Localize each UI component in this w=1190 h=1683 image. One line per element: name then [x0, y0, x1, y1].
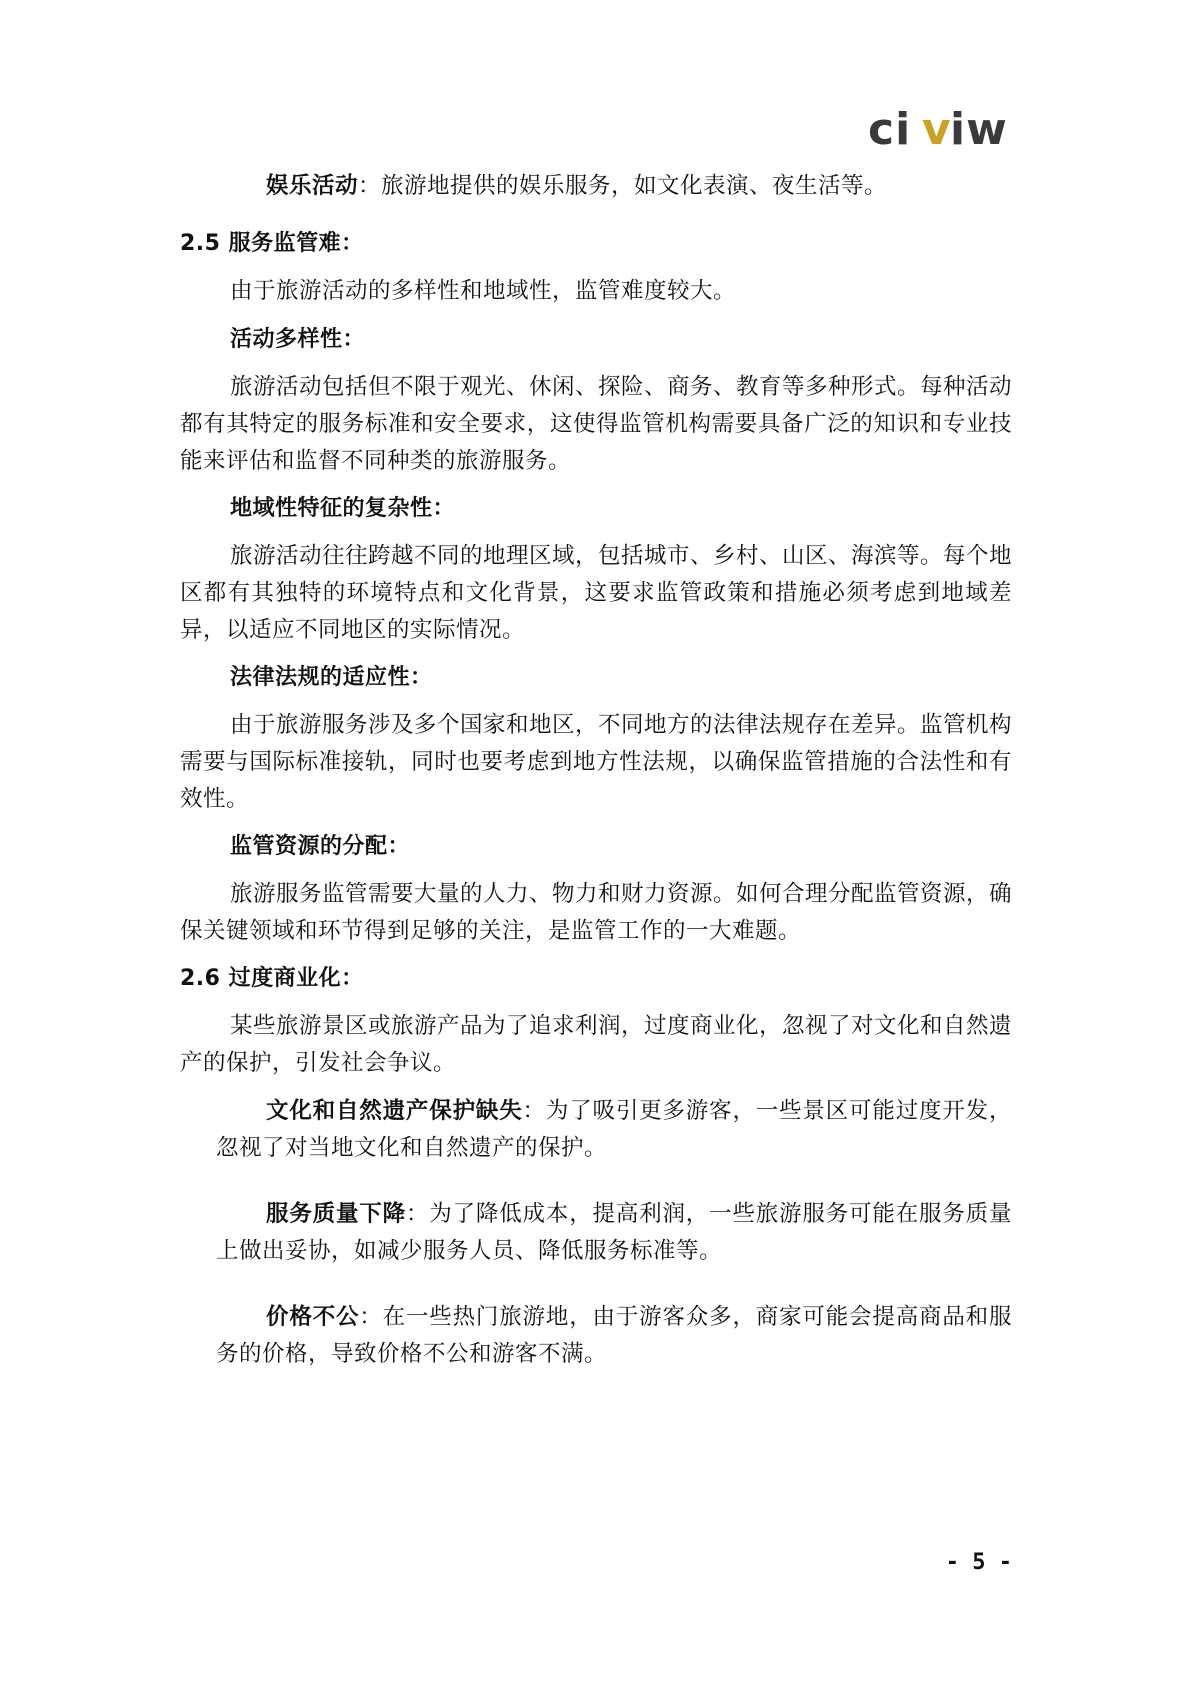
- term-unfair-pricing: 价格不公: [266, 1304, 360, 1330]
- subheading-legal-adaptability: 法律法规的适应性：: [230, 665, 433, 690]
- section-heading-2-5: 2.5 服务监管难：: [180, 231, 364, 256]
- sep: ：: [359, 1304, 383, 1330]
- term-entertainment: 娱乐活动: [266, 173, 359, 199]
- paragraph-resource-allocation: 旅游服务监管需要大量的人力、物力和财力资源。如何合理分配监管资源，确保关键领域和环节得到足够的关注，是监管工作的一大难题。: [180, 881, 1013, 944]
- text-heritage-protection: 为了吸引更多游客，一些景区可能过度开发，忽视了对当地文化和自然遗产的保护。: [216, 1098, 1012, 1161]
- paragraph-supervision-intro: 由于旅游活动的多样性和地域性，监管难度较大。: [230, 278, 737, 304]
- text-service-quality: 为了降低成本，提高利润，一些旅游服务可能在服务质量上做出妥协，如减少服务人员、降低服务标准等。: [216, 1201, 1012, 1264]
- text-entertainment: 旅游地提供的娱乐服务，如文化表演、夜生活等。: [381, 173, 888, 199]
- sep: ：: [358, 173, 382, 199]
- paragraph-service-quality: [216, 1196, 1012, 1270]
- paragraph-over-commercialization: 某些旅游景区或旅游产品为了追求利润，过度商业化，忽视了对文化和自然遗产的保护，引发社会争议。: [180, 1013, 1013, 1076]
- subheading-activity-diversity: 活动多样性：: [230, 327, 366, 352]
- term-service-quality: 服务质量下降: [266, 1201, 406, 1227]
- svg-text:ci: ci: [868, 108, 912, 152]
- term-heritage-protection: 文化和自然遗产保护缺失: [266, 1098, 523, 1124]
- sep: ：: [522, 1098, 546, 1124]
- paragraph-activity-diversity: 旅游活动包括但不限于观光、休闲、探险、商务、教育等多种形式。每种活动都有其特定的服务标准和安全要求，这使得监管机构需要具备广泛的知识和专业技能来评估和监督不同种类的旅游服务。: [180, 374, 1013, 474]
- paragraph-entertainment: [216, 168, 1012, 205]
- paragraph-regional-complexity: 旅游活动往往跨越不同的地理区域，包括城市、乡村、山区、海滨等。每个地区都有其独特的环境特点和文化背景，这要求监管政策和措施必须考虑到地域差异，以适应不同地区的实际情况。: [180, 543, 1013, 643]
- paragraph-legal-adaptability: 由于旅游服务涉及多个国家和地区，不同地方的法律法规存在差异。监管机构需要与国际标准接轨，同时也要考虑到地方性法规，以确保监管措施的合法性和有效性。: [180, 712, 1013, 812]
- text-unfair-pricing: 在一些热门旅游地，由于游客众多，商家可能会提高商品和服务的价格，导致价格不公和游客不满。: [216, 1304, 1012, 1367]
- subheading-resource-allocation: 监管资源的分配：: [230, 834, 411, 859]
- sep: ：: [405, 1201, 430, 1227]
- paragraph-unfair-pricing: [216, 1299, 1012, 1373]
- subheading-regional-complexity: 地域性特征的复杂性：: [230, 496, 456, 521]
- page-number: - 5 -: [945, 1550, 1012, 1575]
- civiw-logo: [868, 108, 1008, 152]
- svg-text:iw: iw: [950, 108, 1008, 152]
- section-heading-2-6: 2.6 过度商业化：: [180, 966, 364, 991]
- svg-text:v: v: [922, 108, 951, 152]
- paragraph-heritage-protection: [216, 1093, 1012, 1167]
